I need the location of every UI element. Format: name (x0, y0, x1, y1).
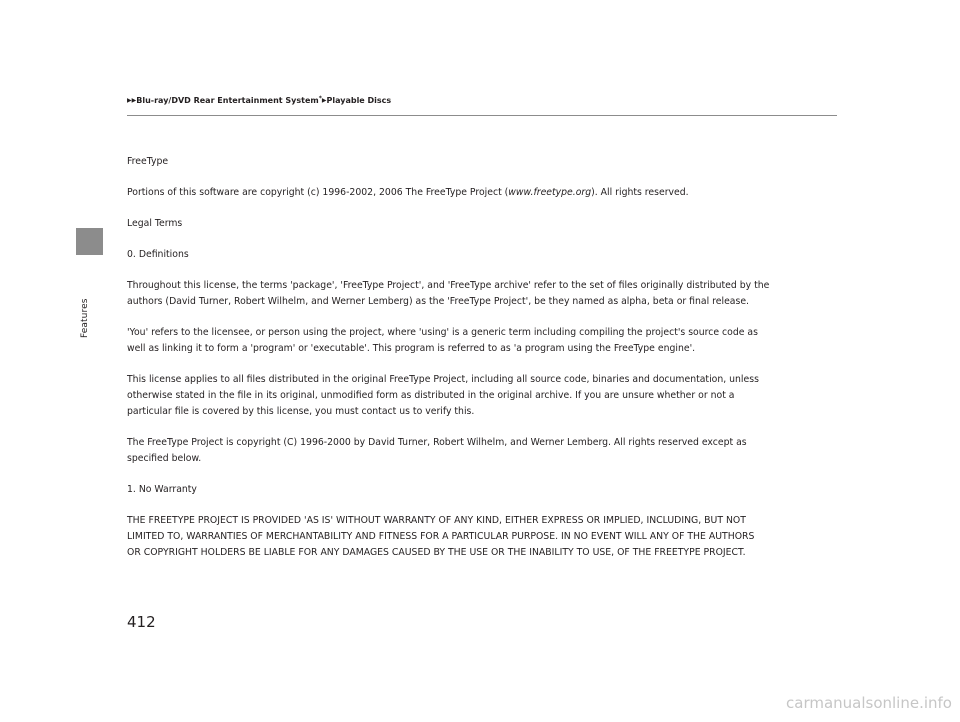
paragraph: Throughout this license, the terms 'package', 'FreeType Project', and 'FreeType archive' refer to the set of files originally distributed by the authors (David Turner, Robert Wilhelm, and Werner Lemberg) as the 'FreeType Project', be they named as alpha, beta or final release. (127, 280, 770, 307)
heading-definitions: 0. Definitions (127, 249, 189, 260)
paragraph (127, 216, 839, 232)
breadcrumb (127, 95, 391, 105)
paragraph: 'You' refers to the licensee, or person using the project, where 'using' is a generic term including compiling the project's source code as well as linking it to form a 'program' or 'executable'. This program is referred to as 'a program using the FreeType engine'. (127, 327, 758, 354)
paragraph: The FreeType Project is copyright (C) 1996-2000 by David Turner, Robert Wilhelm, and Werner Lemberg. All rights reserved except as specified below. (127, 437, 747, 464)
breadcrumb-section[interactable]: Blu-ray/DVD Rear Entertainment System (136, 96, 319, 105)
header-divider (127, 115, 837, 116)
section-tab (76, 228, 103, 255)
license-text (127, 154, 839, 576)
breadcrumb-subsection[interactable]: Playable Discs (326, 96, 392, 105)
paragraph (127, 482, 839, 498)
heading-legal-terms: Legal Terms (127, 218, 183, 229)
paragraph (127, 154, 839, 170)
paragraph (127, 247, 839, 263)
watermark: carmanualsonline.info (786, 694, 952, 712)
breadcrumb-asterisk: * (318, 95, 322, 102)
page-number: 412 (127, 613, 156, 631)
freetype-url: www.freetype.org (508, 187, 592, 198)
heading-freetype: FreeType (127, 156, 169, 167)
paragraph: THE FREETYPE PROJECT IS PROVIDED 'AS IS' WITHOUT WARRANTY OF ANY KIND, EITHER EXPRESS OR IMPLIED, INCLUDING, BUT NOT LIMITED TO, WARRANTIES OF MERCHANTABILITY AND FITNESS FOR A PARTICULAR PURPOSE. IN NO EVENT WILL ANY OF THE AUTHORS OR COPYRIGHT HOLDERS BE LIABLE FOR ANY DAMAGES CAUSED BY THE USE OR THE INABILITY TO USE, OF THE FREETYPE PROJECT. (127, 515, 755, 558)
section-label: Features (80, 298, 90, 338)
right-triangle-icon: ▶ (321, 97, 327, 104)
heading-no-warranty: 1. No Warranty (127, 484, 197, 495)
right-triangle-icon: ▶▶ (127, 97, 137, 104)
paragraph: This license applies to all files distributed in the original FreeType Project, including all source code, binaries and documentation, unless otherwise stated in the file in its original, unmodified form as distributed in the original archive. If you are unsure whether or not a particular file is covered by this license, you must contact us to verify this. (127, 374, 759, 417)
paragraph: Portions of this software are copyright (c) 1996-2002, 2006 The FreeType Project (www.freetype.org). All rights reserved. (127, 187, 689, 198)
